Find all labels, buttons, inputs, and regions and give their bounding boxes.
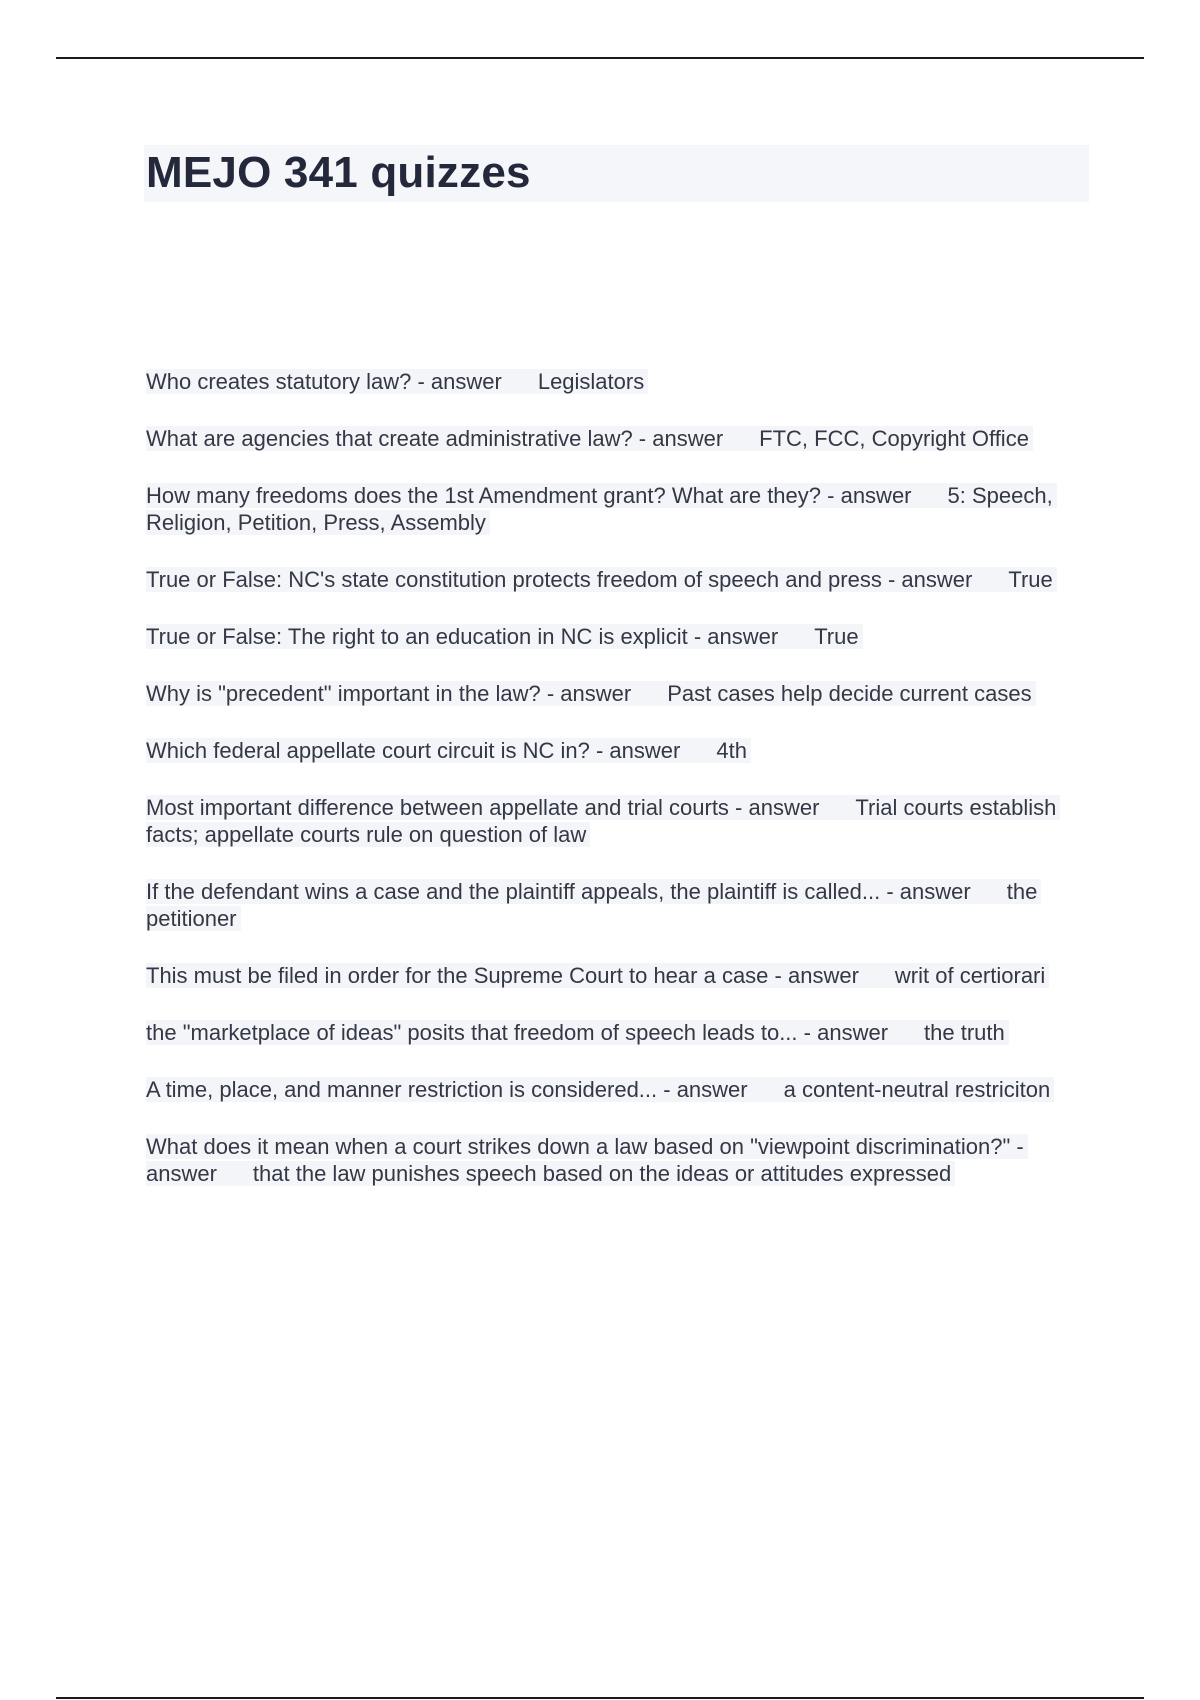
question-text: This must be filed in order for the Supreme Court to hear a case xyxy=(146,963,769,988)
qa-item xyxy=(146,1019,1066,1046)
qa-text xyxy=(146,795,1060,847)
qa-text xyxy=(146,624,863,649)
qa-item xyxy=(146,962,1066,989)
qa-text xyxy=(146,681,1036,706)
answer-text: FTC, FCC, Copyright Office xyxy=(759,426,1029,451)
answer-separator: - answer xyxy=(657,1077,748,1102)
qa-text xyxy=(146,963,1049,988)
top-rule xyxy=(56,57,1144,59)
answer-separator: - answer xyxy=(540,681,632,706)
question-text: Which federal appellate court circuit is NC in? xyxy=(146,738,590,763)
qa-text xyxy=(146,738,751,763)
qa-item xyxy=(146,566,1066,593)
answer-text: a content-neutral restriciton xyxy=(783,1077,1051,1102)
answer-separator: - answer xyxy=(728,795,820,820)
question-text: If the defendant wins a case and the plaintiff appeals, the plaintiff is called... xyxy=(146,879,881,904)
bottom-rule xyxy=(56,1697,1144,1699)
qa-item xyxy=(146,1076,1066,1103)
qa-item xyxy=(146,878,1066,932)
answer-separator: - answer xyxy=(632,426,724,451)
answer-text: writ of certiorari xyxy=(894,963,1046,988)
answer-separator: - answer xyxy=(146,1134,1024,1186)
answer-text: Trial courts establish facts; appellate courts rule on question of law xyxy=(146,795,1057,847)
question-text: A time, place, and manner restriction is considered... xyxy=(146,1077,658,1102)
answer-separator: - answer xyxy=(411,369,502,394)
answer-separator: - answer xyxy=(881,567,973,592)
answer-text: True xyxy=(814,624,859,649)
qa-item xyxy=(146,425,1066,452)
answer-text: True xyxy=(1008,567,1053,592)
answer-separator: - answer xyxy=(880,879,971,904)
question-text: True or False: The right to an education in NC is explicit xyxy=(146,624,688,649)
page-title: MEJO 341 quizzes xyxy=(146,148,531,197)
question-text: Who creates statutory law? xyxy=(146,369,412,394)
question-text: What are agencies that create administrative law? xyxy=(146,426,633,451)
question-text: Most important difference between appellate and trial courts xyxy=(146,795,729,820)
qa-text xyxy=(146,483,1057,535)
qa-item xyxy=(146,1133,1066,1187)
qa-item xyxy=(146,737,1066,764)
qa-text xyxy=(146,879,1041,931)
qa-item xyxy=(146,680,1066,707)
qa-item xyxy=(146,623,1066,650)
question-text: True or False: NC's state constitution protects freedom of speech and press xyxy=(146,567,882,592)
qa-item xyxy=(146,794,1066,848)
answer-text: 5: Speech, Religion, Petition, Press, Assembly xyxy=(146,483,1053,535)
question-text: How many freedoms does the 1st Amendment grant? What are they? xyxy=(146,483,822,508)
qa-text xyxy=(146,567,1057,592)
answer-separator: - answer xyxy=(589,738,681,763)
qa-list xyxy=(146,368,1066,1187)
answer-separator: - answer xyxy=(797,1020,889,1045)
answer-text: that the law punishes speech based on the ideas or attitudes expressed xyxy=(252,1161,952,1186)
answer-separator: - answer xyxy=(687,624,779,649)
question-text: Why is "precedent" important in the law? xyxy=(146,681,541,706)
qa-text xyxy=(146,1134,1028,1186)
qa-item xyxy=(146,482,1066,536)
question-text: the "marketplace of ideas" posits that freedom of speech leads to... xyxy=(146,1020,798,1045)
answer-separator: - answer xyxy=(768,963,859,988)
answer-text: the truth xyxy=(924,1020,1005,1045)
answer-text: Legislators xyxy=(537,369,645,394)
question-text: What does it mean when a court strikes down a law based on "viewpoint discrimination?" xyxy=(146,1134,1011,1159)
qa-text xyxy=(146,369,648,394)
answer-separator: - answer xyxy=(821,483,912,508)
qa-text xyxy=(146,426,1033,451)
qa-text xyxy=(146,1020,1009,1045)
answer-text: 4th xyxy=(716,738,747,763)
answer-text: Past cases help decide current cases xyxy=(667,681,1032,706)
qa-text xyxy=(146,1077,1054,1102)
answer-text: the petitioner xyxy=(146,879,1038,931)
qa-item xyxy=(146,368,1066,395)
